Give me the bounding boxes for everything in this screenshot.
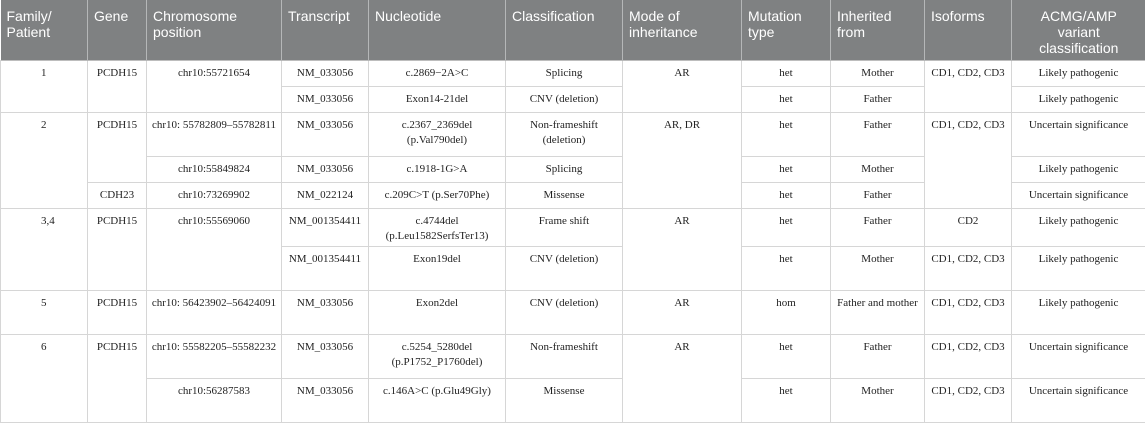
cell-inherited-from: Mother bbox=[831, 378, 925, 422]
cell-transcript: NM_033056 bbox=[282, 156, 369, 182]
table-row bbox=[1, 334, 1145, 378]
cell-isoforms: CD1, CD2, CD3 bbox=[925, 290, 1012, 334]
cell-inherited-from: Father and mother bbox=[831, 290, 925, 334]
cell-inherited-from: Father bbox=[831, 182, 925, 208]
cell-mutation-type: hom bbox=[742, 290, 831, 334]
cell-chromosome: chr10:55721654 bbox=[147, 60, 282, 112]
cell-acmg: Uncertain significance bbox=[1012, 334, 1145, 378]
cell-mutation-type: het bbox=[742, 86, 831, 112]
header-chromosome: Chromosome position bbox=[147, 0, 282, 60]
cell-isoforms: CD1, CD2, CD3 bbox=[925, 378, 1012, 422]
table-row bbox=[1, 60, 1145, 86]
header-mutation-type: Mutation type bbox=[742, 0, 831, 60]
cell-acmg: Likely pathogenic bbox=[1012, 86, 1145, 112]
cell-acmg: Likely pathogenic bbox=[1012, 156, 1145, 182]
cell-acmg: Uncertain significance bbox=[1012, 182, 1145, 208]
cell-isoforms: CD1, CD2, CD3 bbox=[925, 334, 1012, 378]
cell-nucleotide: c.209C>T (p.Ser70Phe) bbox=[369, 182, 506, 208]
cell-chromosome: chr10:56287583 bbox=[147, 378, 282, 422]
cell-inherited-from: Father bbox=[831, 334, 925, 378]
cell-family: 2 bbox=[1, 112, 88, 208]
header-isoforms: Isoforms bbox=[925, 0, 1012, 60]
cell-nucleotide: c.2367_2369del (p.Val790del) bbox=[369, 112, 506, 156]
cell-mode: AR bbox=[623, 60, 742, 112]
cell-acmg: Likely pathogenic bbox=[1012, 208, 1145, 246]
cell-inherited-from: Father bbox=[831, 112, 925, 156]
cell-gene: CDH23 bbox=[88, 182, 147, 208]
cell-chromosome: chr10:55569060 bbox=[147, 208, 282, 290]
cell-mutation-type: het bbox=[742, 334, 831, 378]
cell-acmg: Uncertain significance bbox=[1012, 112, 1145, 156]
table-row bbox=[1, 112, 1145, 156]
cell-transcript: NM_033056 bbox=[282, 334, 369, 378]
cell-acmg: Likely pathogenic bbox=[1012, 246, 1145, 290]
cell-inherited-from: Mother bbox=[831, 156, 925, 182]
cell-classification: Missense bbox=[506, 378, 623, 422]
cell-inherited-from: Father bbox=[831, 86, 925, 112]
cell-inherited-from: Father bbox=[831, 208, 925, 246]
cell-mode: AR, DR bbox=[623, 112, 742, 208]
cell-isoforms: CD1, CD2, CD3 bbox=[925, 246, 1012, 290]
cell-transcript: NM_001354411 bbox=[282, 246, 369, 290]
header-nucleotide: Nucleotide bbox=[369, 0, 506, 60]
header-transcript: Transcript bbox=[282, 0, 369, 60]
cell-classification: Missense bbox=[506, 182, 623, 208]
cell-mode: AR bbox=[623, 334, 742, 422]
cell-nucleotide: c.4744del (p.Leu1582SerfsTer13) bbox=[369, 208, 506, 246]
cell-acmg: Likely pathogenic bbox=[1012, 290, 1145, 334]
cell-nucleotide: c.146A>C (p.Glu49Gly) bbox=[369, 378, 506, 422]
cell-acmg: Likely pathogenic bbox=[1012, 60, 1145, 86]
cell-chromosome: chr10: 56423902–56424091 bbox=[147, 290, 282, 334]
cell-chromosome: chr10: 55582205–55582232 bbox=[147, 334, 282, 378]
cell-classification: CNV (deletion) bbox=[506, 290, 623, 334]
cell-family: 1 bbox=[1, 60, 88, 112]
cell-classification: Splicing bbox=[506, 156, 623, 182]
cell-chromosome: chr10:55849824 bbox=[147, 156, 282, 182]
table-row bbox=[1, 378, 1145, 422]
cell-isoforms: CD1, CD2, CD3 bbox=[925, 60, 1012, 112]
cell-classification: Non-frameshift bbox=[506, 334, 623, 378]
cell-transcript: NM_022124 bbox=[282, 182, 369, 208]
cell-mode: AR bbox=[623, 290, 742, 334]
cell-isoforms: CD2 bbox=[925, 208, 1012, 246]
cell-gene: PCDH15 bbox=[88, 334, 147, 422]
cell-transcript: NM_001354411 bbox=[282, 208, 369, 246]
header-family: Family/ Patient bbox=[1, 0, 88, 60]
cell-nucleotide: Exon19del bbox=[369, 246, 506, 290]
cell-family: 3,4 bbox=[1, 208, 88, 290]
cell-gene: PCDH15 bbox=[88, 208, 147, 290]
cell-nucleotide: c.1918-1G>A bbox=[369, 156, 506, 182]
cell-transcript: NM_033056 bbox=[282, 60, 369, 86]
cell-transcript: NM_033056 bbox=[282, 86, 369, 112]
cell-family: 6 bbox=[1, 334, 88, 422]
cell-gene: PCDH15 bbox=[88, 60, 147, 112]
cell-transcript: NM_033056 bbox=[282, 112, 369, 156]
cell-nucleotide: Exon2del bbox=[369, 290, 506, 334]
cell-classification: Non-frameshift (deletion) bbox=[506, 112, 623, 156]
cell-mutation-type: het bbox=[742, 156, 831, 182]
cell-inherited-from: Mother bbox=[831, 60, 925, 86]
cell-classification: Frame shift bbox=[506, 208, 623, 246]
cell-mode: AR bbox=[623, 208, 742, 290]
cell-nucleotide: c.5254_5280del (p.P1752_P1760del) bbox=[369, 334, 506, 378]
cell-chromosome: chr10:73269902 bbox=[147, 182, 282, 208]
cell-gene: PCDH15 bbox=[88, 290, 147, 334]
cell-mutation-type: het bbox=[742, 60, 831, 86]
cell-nucleotide: c.2869−2A>C bbox=[369, 60, 506, 86]
cell-classification: CNV (deletion) bbox=[506, 86, 623, 112]
cell-family: 5 bbox=[1, 290, 88, 334]
header-inherited-from: Inherited from bbox=[831, 0, 925, 60]
header-mode: Mode of inheritance bbox=[623, 0, 742, 60]
table-row bbox=[1, 208, 1145, 246]
header-row bbox=[1, 0, 1145, 60]
cell-acmg: Uncertain significance bbox=[1012, 378, 1145, 422]
cell-isoforms: CD1, CD2, CD3 bbox=[925, 112, 1012, 208]
cell-mutation-type: het bbox=[742, 208, 831, 246]
cell-mutation-type: het bbox=[742, 182, 831, 208]
cell-transcript: NM_033056 bbox=[282, 290, 369, 334]
header-classification: Classification bbox=[506, 0, 623, 60]
header-gene: Gene bbox=[88, 0, 147, 60]
cell-transcript: NM_033056 bbox=[282, 378, 369, 422]
cell-mutation-type: het bbox=[742, 112, 831, 156]
cell-chromosome: chr10: 55782809–55782811 bbox=[147, 112, 282, 156]
cell-gene: PCDH15 bbox=[88, 112, 147, 182]
cell-inherited-from: Mother bbox=[831, 246, 925, 290]
cell-classification: Splicing bbox=[506, 60, 623, 86]
cell-nucleotide: Exon14-21del bbox=[369, 86, 506, 112]
cell-mutation-type: het bbox=[742, 246, 831, 290]
table-row bbox=[1, 290, 1145, 334]
cell-mutation-type: het bbox=[742, 378, 831, 422]
header-acmg: ACMG/AMP variant classification bbox=[1012, 0, 1145, 60]
cell-classification: CNV (deletion) bbox=[506, 246, 623, 290]
